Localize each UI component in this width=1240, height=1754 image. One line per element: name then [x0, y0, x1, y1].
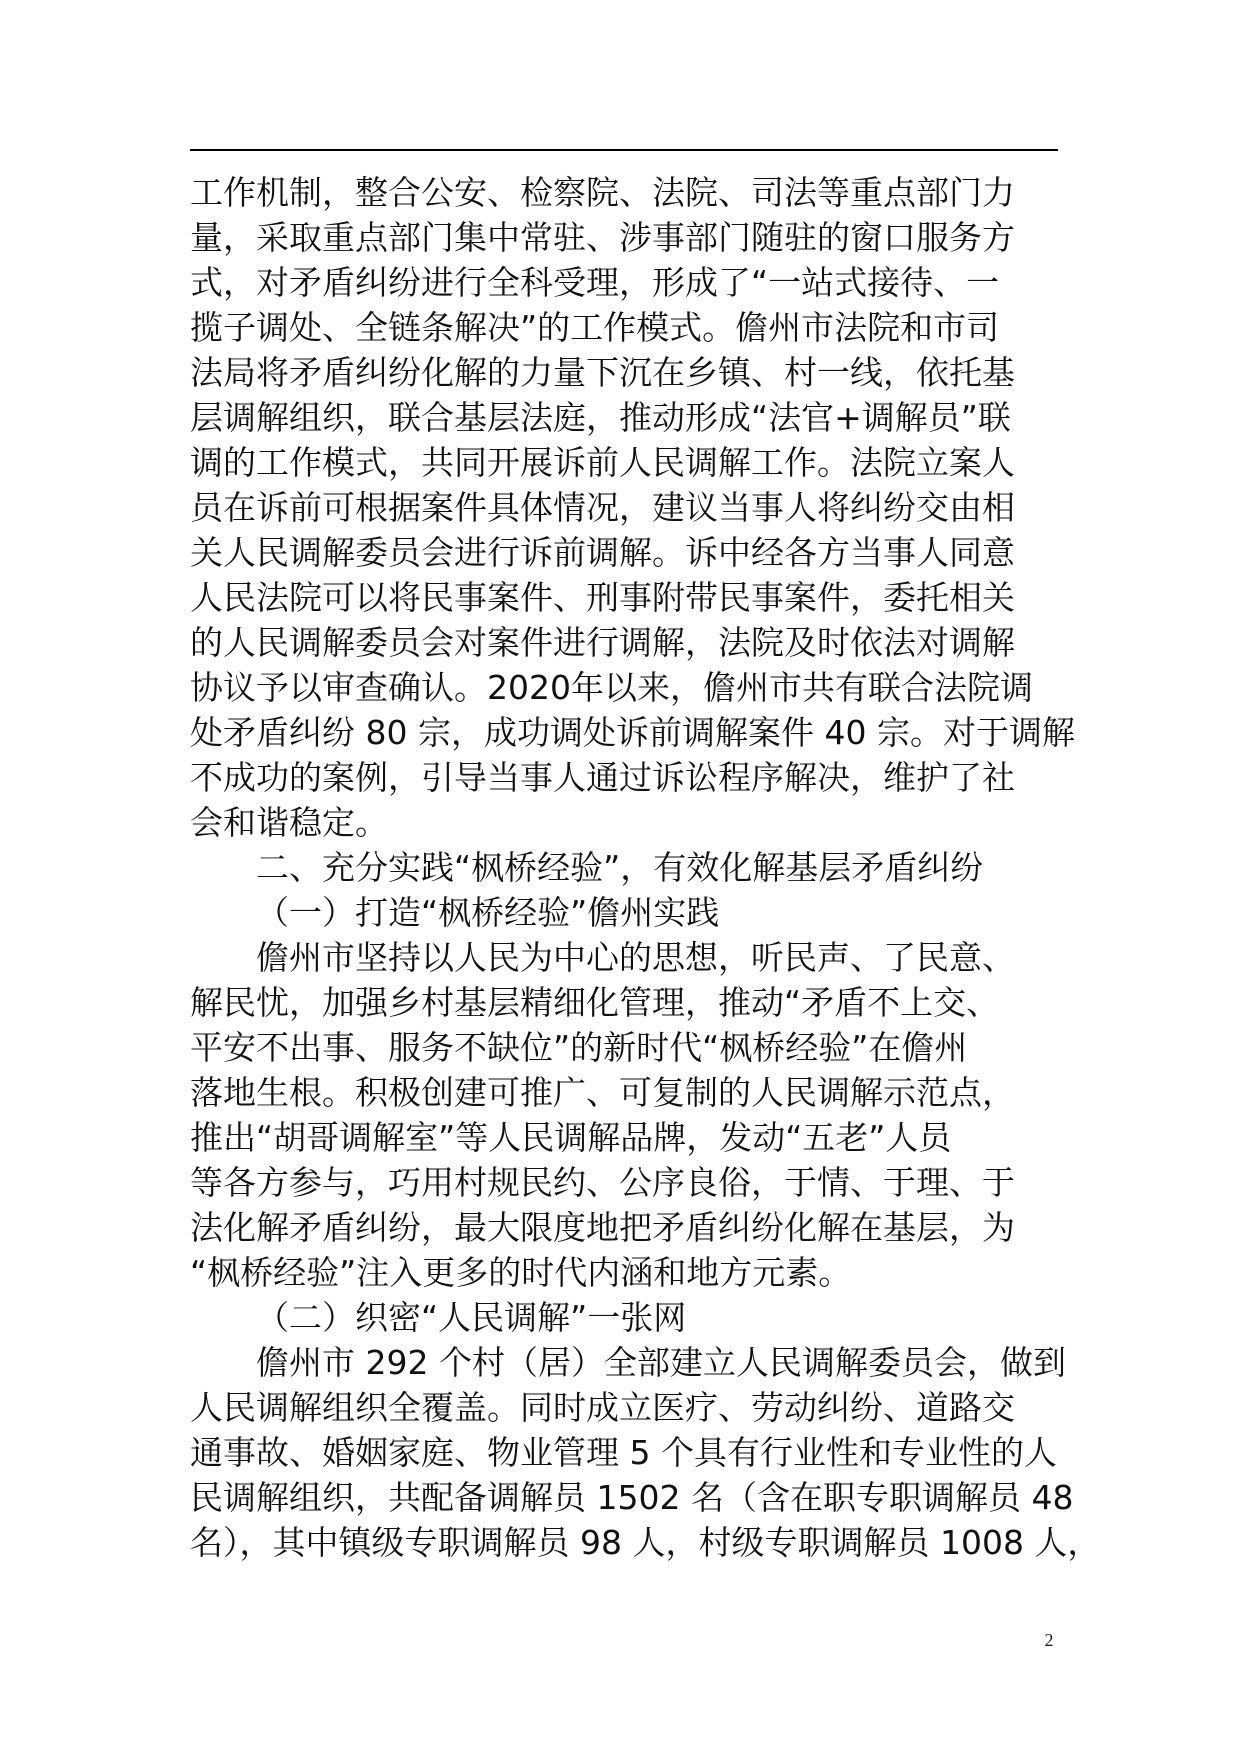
text-line: 的人民调解委员会对案件进行调解，法院及时依法对调解 — [190, 623, 1015, 662]
text-line: 儋州市 292 个村（居）全部建立人民调解委员会，做到 — [256, 1343, 1066, 1382]
text-line: 平安不出事、服务不缺位”的新时代“枫桥经验”在儋州 — [190, 1028, 968, 1067]
text-line: 人民调解组织全覆盖。同时成立医疗、劳动纠纷、道路交 — [190, 1388, 1015, 1427]
body-text — [190, 170, 1101, 1565]
page-number: 2 — [1044, 1630, 1054, 1650]
text-line: 二、充分实践“枫桥经验”，有效化解基层矛盾纠纷 — [256, 848, 984, 887]
text-line: 会和谐稳定。 — [190, 803, 388, 842]
text-line: 儋州市坚持以人民为中心的思想，听民声、了民意、 — [256, 938, 1015, 977]
header-rule — [190, 149, 1058, 151]
text-line: 推出“胡哥调解室”等人民调解品牌，发动“五老”人员 — [190, 1118, 952, 1157]
text-line: 通事故、婚姻家庭、物业管理 5 个具有行业性和专业性的人 — [190, 1433, 1057, 1472]
text-line: 人民法院可以将民事案件、刑事附带民事案件，委托相关 — [190, 578, 1015, 617]
text-line: 法化解矛盾纠纷，最大限度地把矛盾纠纷化解在基层，为 — [190, 1208, 1015, 1247]
text-line: 民调解组织，共配备调解员 1502 名（含在职专职调解员 48 — [190, 1478, 1074, 1517]
text-line: 揽子调处、全链条解决”的工作模式。儋州市法院和市司 — [190, 308, 1000, 347]
text-line: 量，采取重点部门集中常驻、涉事部门随驻的窗口服务方 — [190, 218, 1015, 257]
text-line: 解民忧，加强乡村基层精细化管理，推动“矛盾不上交、 — [190, 983, 1000, 1022]
text-line: 式，对矛盾纠纷进行全科受理，形成了“一站式接待、一 — [190, 263, 1000, 302]
text-line: （一）打造“枫桥经验”儋州实践 — [256, 893, 720, 932]
text-line: 处矛盾纠纷 80 宗，成功调处诉前调解案件 40 宗。对于调解 — [190, 713, 1075, 752]
text-line: 调的工作模式，共同开展诉前人民调解工作。法院立案人 — [190, 443, 1015, 482]
text-line: “枫桥经验”注入更多的时代内涵和地方元素。 — [190, 1253, 852, 1292]
text-line: 不成功的案例，引导当事人通过诉讼程序解决，维护了社 — [190, 758, 1015, 797]
text-line: 员在诉前可根据案件具体情况，建议当事人将纠纷交由相 — [190, 488, 1015, 527]
text-line: 层调解组织，联合基层法庭，推动形成“法官+调解员”联 — [190, 398, 1011, 437]
text-line: 工作机制，整合公安、检察院、法院、司法等重点部门力 — [190, 173, 1015, 212]
text-line: 法局将矛盾纠纷化解的力量下沉在乡镇、村一线，依托基 — [190, 353, 1015, 392]
text-line: 名），其中镇级专职调解员 98 人，村级专职调解员 1008 人， — [190, 1523, 1101, 1562]
text-line: 协议予以审查确认。2020年以来，儋州市共有联合法院调 — [190, 668, 1033, 707]
text-line: 等各方参与，巧用村规民约、公序良俗，于情、于理、于 — [190, 1163, 1015, 1202]
text-line: 落地生根。积极创建可推广、可复制的人民调解示范点， — [190, 1073, 1015, 1112]
text-line: 关人民调解委员会进行诉前调解。诉中经各方当事人同意 — [190, 533, 1015, 572]
text-line: （二）织密“人民调解”一张网 — [256, 1298, 687, 1337]
